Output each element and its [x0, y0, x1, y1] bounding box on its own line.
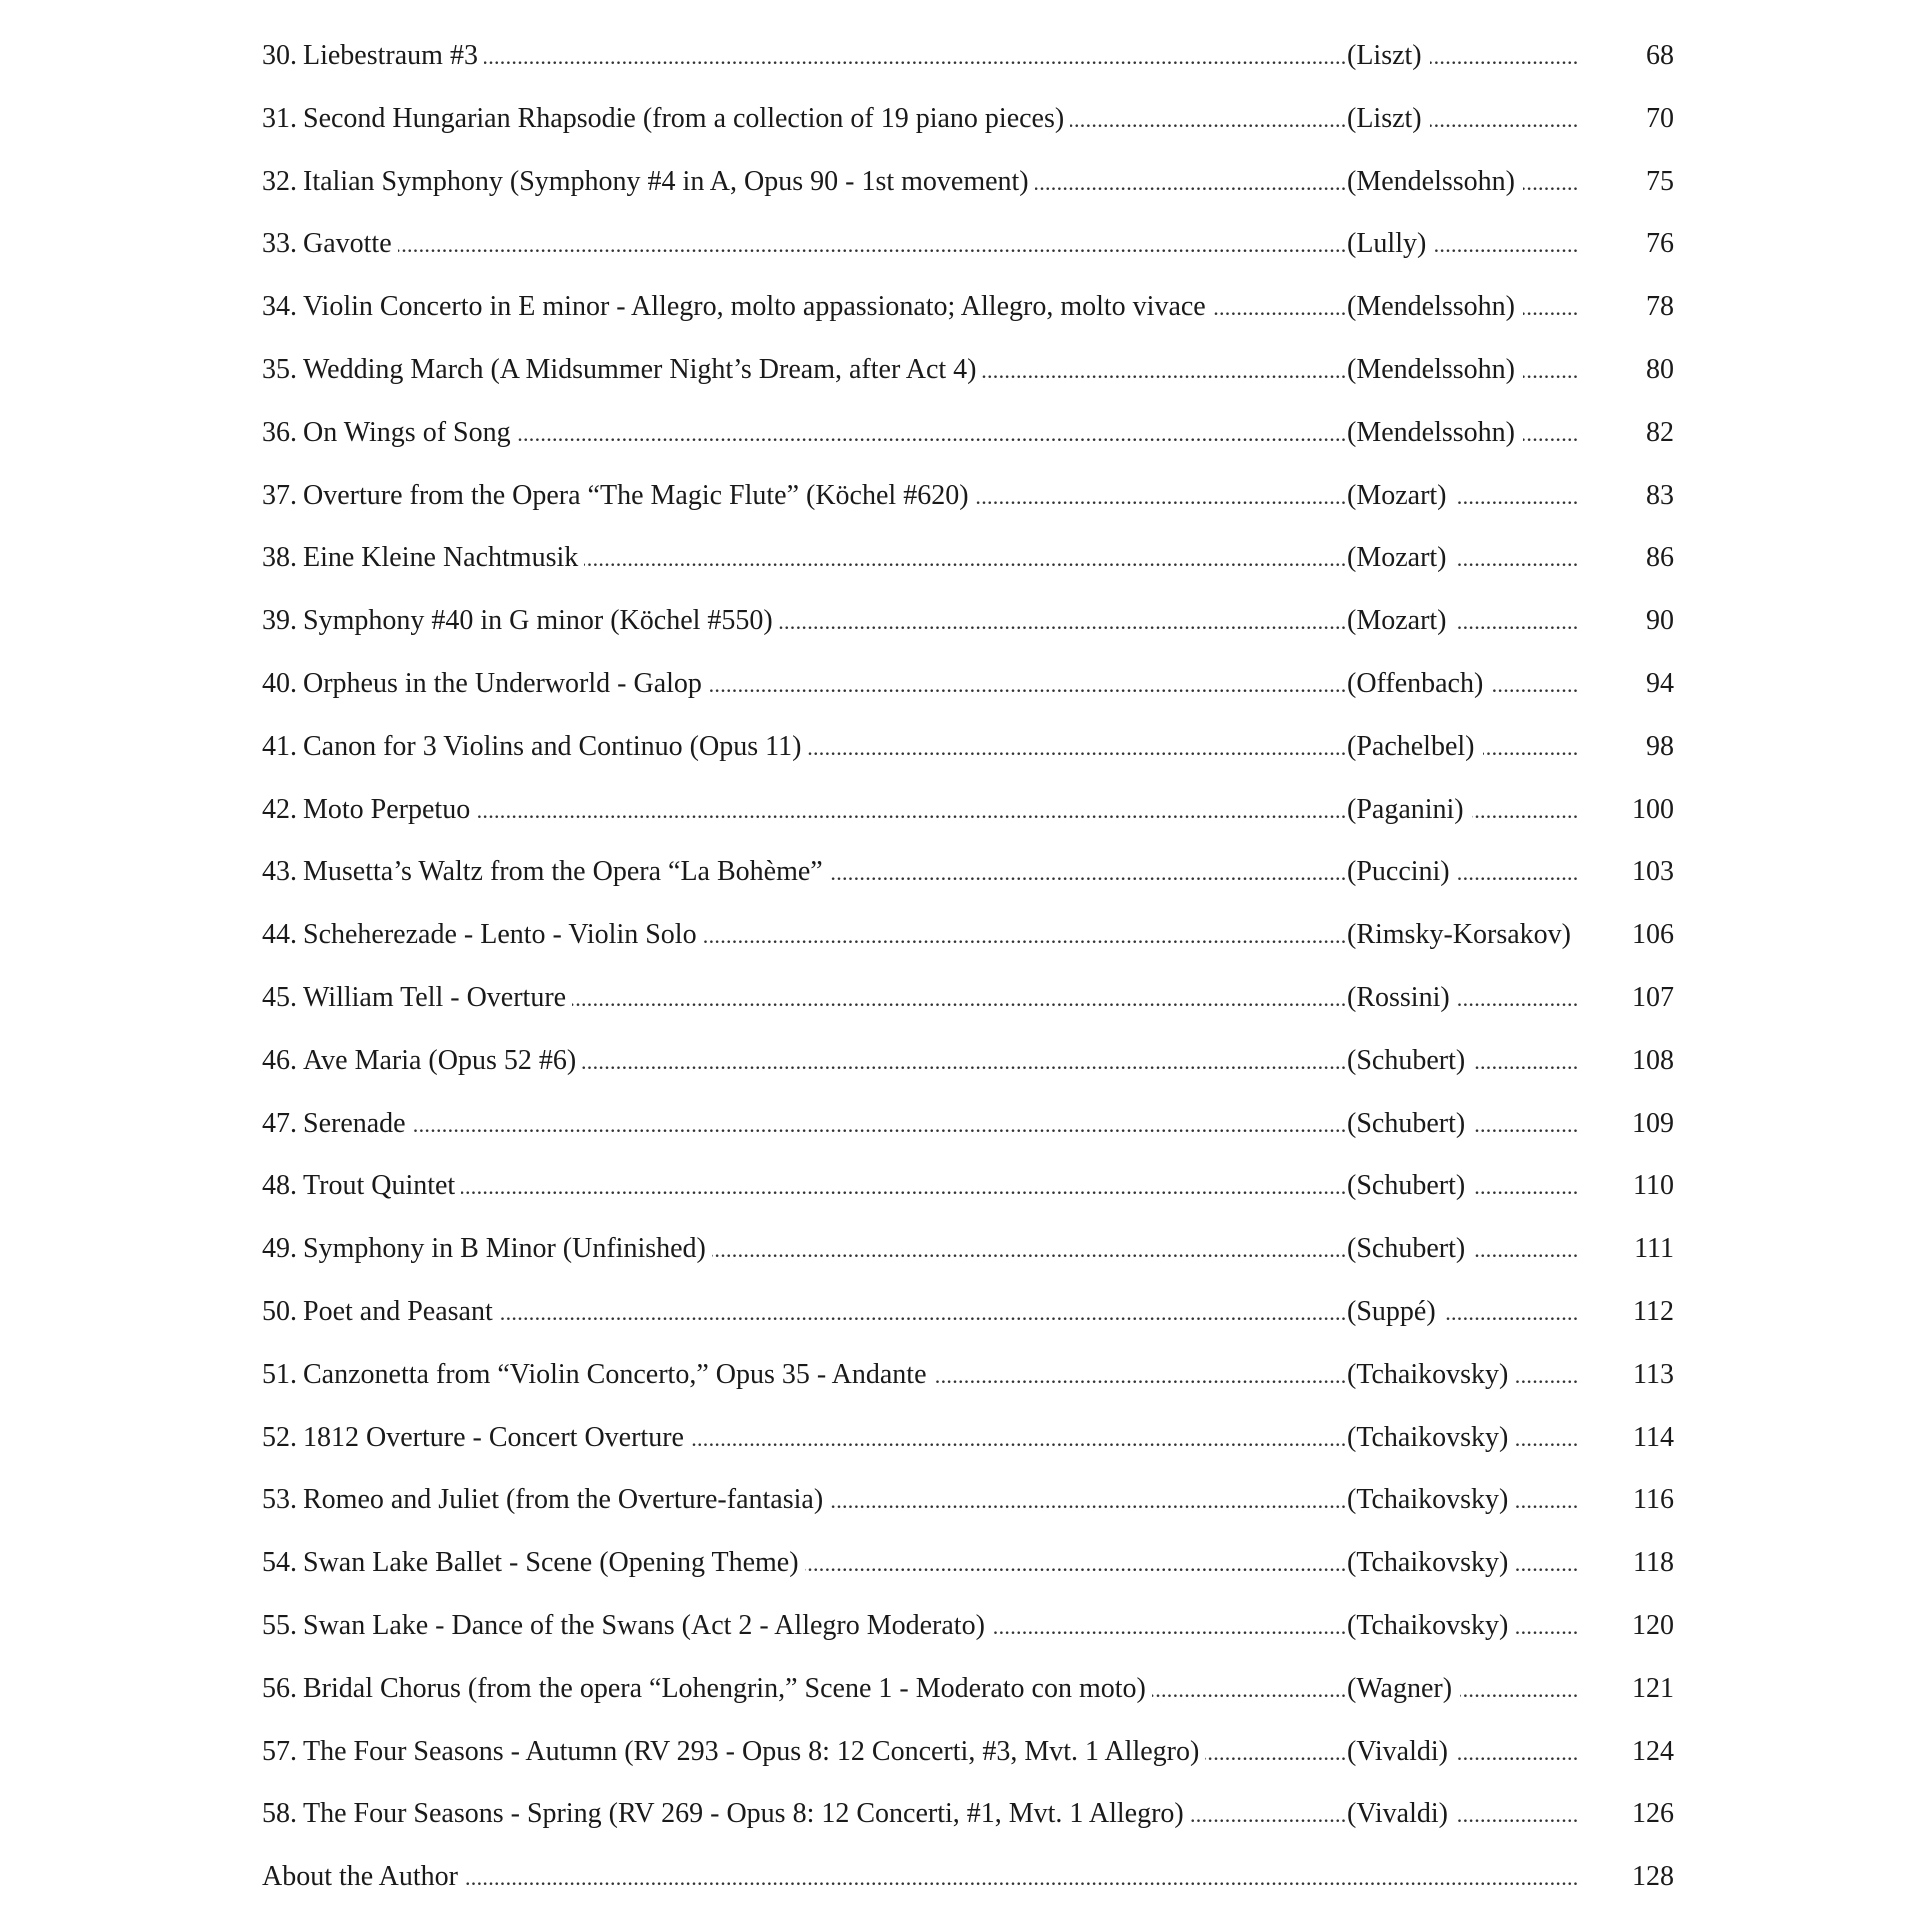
entry-title: [262, 1788, 1190, 1840]
entry-page-number: 75: [1644, 156, 1674, 208]
entry-number: 49.: [262, 1233, 297, 1265]
toc-entry: [262, 846, 1674, 909]
dot-leader: [262, 218, 1674, 270]
entry-composer: (Vivaldi): [1347, 1788, 1456, 1840]
toc-entry: [262, 972, 1674, 1035]
entry-title: [262, 93, 1070, 145]
entry-composer: (Mendelssohn): [1347, 407, 1523, 459]
entry-composer: (Wagner): [1347, 1663, 1460, 1715]
entry-title-text: Swan Lake Ballet - Scene (Opening Theme): [303, 1547, 799, 1579]
toc-entry: [262, 344, 1674, 407]
entry-number: 44.: [262, 919, 297, 951]
entry-number: 42.: [262, 793, 297, 825]
entry-page-number: 111: [1632, 1223, 1674, 1275]
entry-composer: (Mozart): [1347, 532, 1455, 584]
entry-number: 31.: [262, 102, 297, 134]
toc-entry-about-author: [262, 1851, 1674, 1914]
entry-page-number: 110: [1631, 1160, 1674, 1212]
entry-title: [262, 1223, 712, 1275]
entry-composer: (Tchaikovsky): [1347, 1412, 1516, 1464]
entry-title: [262, 1474, 829, 1526]
toc-entry: [262, 1286, 1674, 1349]
entry-number: 32.: [262, 165, 297, 197]
entry-page-number: 112: [1631, 1286, 1674, 1338]
entry-title-text: On Wings of Song: [303, 416, 511, 448]
entry-title: [262, 1412, 690, 1464]
entry-composer: (Lully): [1347, 218, 1434, 270]
entry-title: [262, 846, 829, 898]
entry-number: 43.: [262, 856, 297, 888]
entry-composer: (Tchaikovsky): [1347, 1349, 1516, 1401]
toc-entry: [262, 30, 1674, 93]
entry-title-text: Violin Concerto in E minor - Allegro, molto appassionato; Allegro, molto vivace: [303, 291, 1206, 323]
toc-entry: [262, 1600, 1674, 1663]
toc-entry: [262, 1349, 1674, 1412]
entry-title: [262, 658, 708, 710]
entry-page-number: 76: [1644, 218, 1674, 270]
entry-title-text: Scheherezade - Lento - Violin Solo: [303, 919, 697, 951]
entry-title-text: Bridal Chorus (from the opera “Lohengrin,” Scene 1 - Moderato con moto): [303, 1672, 1146, 1704]
entry-title: [262, 1035, 582, 1087]
entry-composer: (Mendelssohn): [1347, 344, 1523, 396]
entry-title-text: Gavotte: [303, 228, 392, 260]
entry-title: [262, 532, 584, 584]
entry-title: [262, 909, 703, 961]
entry-number: 34.: [262, 291, 297, 323]
entry-number: 52.: [262, 1421, 297, 1453]
entry-composer: (Offenbach): [1347, 658, 1491, 710]
entry-composer: (Rimsky-Korsakov): [1347, 909, 1579, 961]
entry-page-number: 90: [1644, 595, 1674, 647]
entry-number: 37.: [262, 479, 297, 511]
entry-number: 35.: [262, 353, 297, 385]
toc-entry: [262, 1663, 1674, 1726]
entry-page-number: 86: [1644, 532, 1674, 584]
entry-title: [262, 1286, 499, 1338]
entry-number: 55.: [262, 1609, 297, 1641]
entry-number: 50.: [262, 1295, 297, 1327]
entry-title-text: Symphony #40 in G minor (Köchel #550): [303, 605, 773, 637]
entry-number: 56.: [262, 1672, 297, 1704]
entry-number: 41.: [262, 730, 297, 762]
entry-page-number: 113: [1631, 1349, 1674, 1401]
entry-title-text: Poet and Peasant: [303, 1295, 493, 1327]
entry-title: [262, 1663, 1152, 1715]
entry-page-number: 107: [1630, 972, 1674, 1024]
entry-page-number: 108: [1630, 1035, 1674, 1087]
entry-title-text: The Four Seasons - Autumn (RV 293 - Opus 8: 12 Concerti, #3, Mvt. 1 Allegro): [303, 1735, 1200, 1767]
entry-page-number: 116: [1631, 1474, 1674, 1526]
entry-title-text: Italian Symphony (Symphony #4 in A, Opus 90 - 1st movement): [303, 165, 1029, 197]
entry-title-text: Romeo and Juliet (from the Overture-fantasia): [303, 1484, 824, 1516]
entry-composer: (Schubert): [1347, 1160, 1473, 1212]
entry-composer: (Liszt): [1347, 30, 1430, 82]
entry-title: [262, 972, 572, 1024]
toc-entry: [262, 1537, 1674, 1600]
entry-composer: (Paganini): [1347, 784, 1472, 836]
entry-page-number: 128: [1630, 1851, 1674, 1903]
table-of-contents: [262, 30, 1674, 1914]
entry-title: [262, 1537, 805, 1589]
entry-composer: (Tchaikovsky): [1347, 1474, 1516, 1526]
entry-composer: (Vivaldi): [1347, 1726, 1456, 1778]
entry-title-text: Trout Quintet: [303, 1170, 456, 1202]
entry-title: [262, 784, 476, 836]
toc-entry: [262, 658, 1674, 721]
entry-title-text: Canzonetta from “Violin Concerto,” Opus 35 - Andante: [303, 1358, 927, 1390]
toc-entry: [262, 1412, 1674, 1475]
entry-page-number: 106: [1630, 909, 1674, 961]
toc-entry: [262, 470, 1674, 533]
entry-title-text: Musetta’s Waltz from the Opera “La Bohème”: [303, 856, 823, 888]
toc-entry: [262, 156, 1674, 219]
entry-page-number: 70: [1644, 93, 1674, 145]
entry-page-number: 98: [1644, 721, 1674, 773]
entry-title-text: Ave Maria (Opus 52 #6): [303, 1044, 577, 1076]
entry-title-text: Symphony in B Minor (Unfinished): [303, 1233, 706, 1265]
entry-title-text: 1812 Overture - Concert Overture: [303, 1421, 684, 1453]
entry-composer: (Tchaikovsky): [1347, 1537, 1516, 1589]
entry-composer: (Suppé): [1347, 1286, 1444, 1338]
entry-title: [262, 30, 484, 82]
entry-title-text: The Four Seasons - Spring (RV 269 - Opus 8: 12 Concerti, #1, Mvt. 1 Allegro): [303, 1798, 1184, 1830]
entry-page-number: 100: [1630, 784, 1674, 836]
toc-entry: [262, 1223, 1674, 1286]
entry-title-text: Orpheus in the Underworld - Galop: [303, 667, 702, 699]
entry-title: [262, 218, 398, 270]
entry-number: 39.: [262, 605, 297, 637]
entry-composer: (Mozart): [1347, 595, 1455, 647]
toc-entry: [262, 721, 1674, 784]
entry-number: 51.: [262, 1358, 297, 1390]
entry-title: [262, 407, 517, 459]
entry-page-number: 118: [1631, 1537, 1674, 1589]
entry-number: 53.: [262, 1484, 297, 1516]
entry-page-number: 68: [1644, 30, 1674, 82]
entry-title-text: Moto Perpetuo: [303, 793, 471, 825]
entry-title-text: Liebestraum #3: [303, 40, 478, 71]
toc-entry: [262, 1726, 1674, 1789]
entry-composer: (Mendelssohn): [1347, 281, 1523, 333]
entry-title: [262, 1600, 991, 1652]
entry-page-number: 114: [1631, 1412, 1674, 1464]
entry-page-number: 124: [1630, 1726, 1674, 1778]
toc-entry: [262, 1035, 1674, 1098]
entry-composer: (Mendelssohn): [1347, 156, 1523, 208]
entry-title-text: Swan Lake - Dance of the Swans (Act 2 - Allegro Moderato): [303, 1609, 985, 1641]
entry-number: 36.: [262, 416, 297, 448]
toc-entry: [262, 1098, 1674, 1161]
dot-leader: [262, 1851, 1674, 1903]
entry-number: 45.: [262, 981, 297, 1013]
entry-title: [262, 156, 1035, 208]
entry-page-number: 80: [1644, 344, 1674, 396]
entry-number: 30.: [262, 40, 297, 71]
entry-number: 47.: [262, 1107, 297, 1139]
entry-number: 57.: [262, 1735, 297, 1767]
entry-number: 38.: [262, 542, 297, 574]
entry-title-text: Eine Kleine Nachtmusik: [303, 542, 579, 574]
entry-title: [262, 1160, 461, 1212]
entry-title: [262, 1098, 412, 1150]
entry-title-text: Overture from the Opera “The Magic Flute” (Köchel #620): [303, 479, 969, 511]
entry-title: [262, 595, 779, 647]
entry-number: 58.: [262, 1798, 297, 1830]
entry-page-number: 82: [1644, 407, 1674, 459]
entry-number: 33.: [262, 228, 297, 260]
entry-page-number: 83: [1644, 470, 1674, 522]
toc-entry: [262, 909, 1674, 972]
entry-composer: (Schubert): [1347, 1098, 1473, 1150]
entry-composer: (Schubert): [1347, 1223, 1473, 1275]
entry-page-number: 121: [1630, 1663, 1674, 1715]
entry-title-text: Canon for 3 Violins and Continuo (Opus 11): [303, 730, 802, 762]
entry-title: [262, 1349, 933, 1401]
entry-page-number: 78: [1644, 281, 1674, 333]
entry-title-text: William Tell - Overture: [303, 981, 567, 1013]
entry-page-number: 109: [1630, 1098, 1674, 1150]
entry-title-text: Serenade: [303, 1107, 406, 1139]
toc-entry: [262, 1474, 1674, 1537]
toc-entry: [262, 784, 1674, 847]
toc-entry: [262, 1788, 1674, 1851]
entry-page-number: 120: [1630, 1600, 1674, 1652]
entry-title: [262, 281, 1212, 333]
entry-title: [262, 344, 982, 396]
entry-title: [262, 1851, 464, 1903]
entry-composer: (Schubert): [1347, 1035, 1473, 1087]
entry-number: 40.: [262, 667, 297, 699]
about-author-title: About the Author: [262, 1861, 458, 1893]
toc-entry: [262, 407, 1674, 470]
entry-composer: (Liszt): [1347, 93, 1430, 145]
toc-entry: [262, 93, 1674, 156]
entry-title: [262, 470, 975, 522]
entry-number: 48.: [262, 1170, 297, 1202]
toc-entry: [262, 218, 1674, 281]
entry-composer: (Tchaikovsky): [1347, 1600, 1516, 1652]
entry-number: 54.: [262, 1547, 297, 1579]
entry-number: 46.: [262, 1044, 297, 1076]
toc-entry: [262, 595, 1674, 658]
entry-title: [262, 1726, 1205, 1778]
entry-composer: (Pachelbel): [1347, 721, 1483, 773]
entry-page-number: 126: [1630, 1788, 1674, 1840]
entry-composer: (Puccini): [1347, 846, 1458, 898]
entry-composer: (Rossini): [1347, 972, 1458, 1024]
entry-composer: (Mozart): [1347, 470, 1455, 522]
toc-entry: [262, 532, 1674, 595]
entry-page-number: 94: [1644, 658, 1674, 710]
entry-title-text: Wedding March (A Midsummer Night’s Dream, after Act 4): [303, 353, 977, 385]
toc-entry: [262, 1160, 1674, 1223]
toc-entry: [262, 281, 1674, 344]
entry-title: [262, 721, 807, 773]
entry-page-number: 103: [1630, 846, 1674, 898]
entry-title-text: Second Hungarian Rhapsodie (from a collection of 19 piano pieces): [303, 102, 1065, 134]
